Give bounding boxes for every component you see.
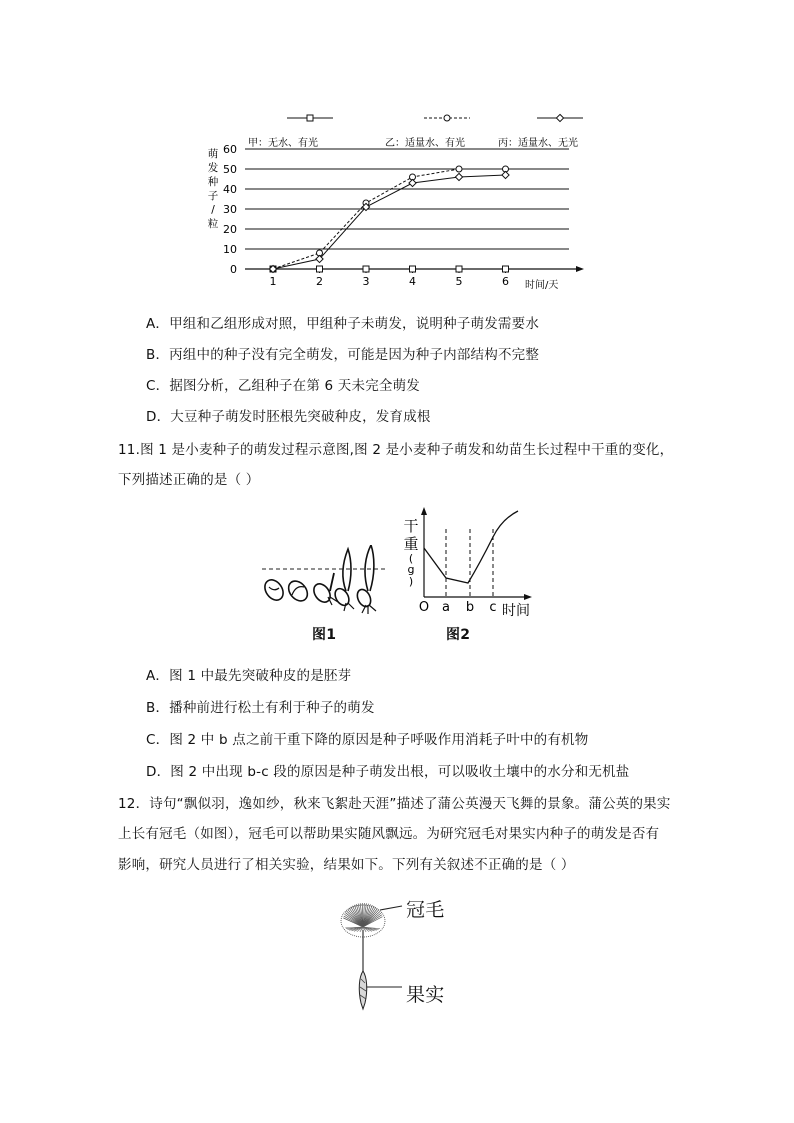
y-tick-label: 10 (223, 243, 237, 256)
y-tick-label: 50 (223, 163, 237, 176)
x-tick-label: 3 (362, 275, 370, 288)
x-tick-label: 5 (455, 275, 463, 288)
y-label-char: 粒 (207, 218, 219, 230)
germination-line-chart (195, 105, 595, 290)
q10-option-a: A．甲组和乙组形成对照，甲组种子未萌发，说明种子萌发需要水 (146, 316, 540, 332)
label-pappus: 冠毛 (406, 899, 445, 921)
plot-area (223, 143, 584, 290)
q11-stem-line2: 下列描述正确的是（ ） (118, 472, 260, 488)
y-tick-label: 60 (223, 143, 237, 156)
q11-option-d: D．图 2 中出现 b-c 段的原因是种子萌发出根，可以吸收土壤中的水分和无机盐 (146, 764, 630, 780)
circle-marker (444, 115, 450, 121)
series-1 (270, 266, 509, 272)
legend-label: 乙：适量水、有光 (385, 138, 465, 149)
y-label-char: 子 (207, 190, 219, 202)
series-3 (269, 171, 509, 272)
fig2-y-label-char: 干 (403, 517, 419, 535)
q10-option-b: B．丙组中的种子没有完全萌发，可能是因为种子内部结构不完整 (146, 347, 540, 363)
y-axis-label (208, 147, 219, 230)
figure1-seed-germination (258, 545, 388, 615)
q11-option-c: C．图 2 中 b 点之前干重下降的原因是种子呼吸作用消耗子叶中的有机物 (146, 732, 589, 748)
y-label-char: / (211, 204, 215, 216)
fig2-y-label-char: ( (408, 552, 414, 565)
y-tick-label: 40 (223, 183, 237, 196)
figure1-caption: 图1 (312, 627, 337, 643)
legend-item-1 (248, 115, 333, 149)
x-tick-label: 4 (409, 275, 416, 288)
diamond-marker (455, 173, 462, 180)
y-tick-label: 0 (230, 263, 237, 276)
square-marker (456, 266, 462, 272)
y-label-char: 种 (207, 176, 219, 188)
x-axis-arrow (576, 266, 584, 272)
square-marker (363, 266, 369, 272)
square-marker (317, 266, 323, 272)
circle-marker (456, 166, 462, 172)
fig2-tick-c: c (489, 600, 497, 615)
diamond-marker (409, 179, 416, 186)
fig2-x-label: 时间 (502, 603, 530, 619)
q12-stem-line3: 影响，研究人员进行了相关实验，结果如下。下列有关叙述不正确的是（ ） (118, 857, 575, 873)
fig2-tick-o: O (418, 600, 430, 615)
q12-stem-line2: 上长有冠毛（如图），冠毛可以帮助果实随风飘远。为研究冠毛对果实内种子的萌发是否有 (118, 826, 660, 842)
y-label-char: 发 (207, 162, 219, 174)
x-tick-label: 6 (502, 275, 509, 288)
chart-legend (248, 114, 583, 149)
legend-label: 甲：无水、有光 (248, 138, 318, 149)
diamond-marker (502, 171, 509, 178)
legend-item-3 (498, 114, 583, 149)
fig2-y-label-char: ) (408, 575, 414, 588)
fig2-tick-b: b (465, 600, 475, 615)
fig2-y-label-char: g (407, 563, 415, 576)
square-marker (307, 115, 313, 121)
series-2 (270, 166, 509, 272)
label-fruit: 果实 (406, 984, 445, 1006)
y-tick-label: 20 (223, 223, 237, 236)
fig2-y-label-char: 重 (403, 535, 419, 553)
y-label-char: 萌 (207, 148, 219, 160)
legend-item-2 (385, 115, 470, 149)
square-marker (503, 266, 509, 272)
diamond-marker (556, 114, 563, 121)
series-line (273, 169, 506, 269)
figure2-dry-weight-chart (400, 505, 540, 620)
y-tick-label: 30 (223, 203, 237, 216)
x-axis-label: 时间/天 (525, 280, 559, 290)
square-marker (410, 266, 416, 272)
q11-option-a: A．图 1 中最先突破种皮的是胚芽 (146, 668, 352, 684)
x-tick-label: 2 (316, 275, 323, 288)
q11-option-b: B．播种前进行松土有利于种子的萌发 (146, 700, 375, 716)
q10-option-d: D．大豆种子萌发时胚根先突破种皮，发育成根 (146, 409, 431, 425)
fig2-tick-a: a (442, 600, 450, 615)
q12-stem-line1: 12．诗句“飘似羽，逸如纱，秋来飞絮赴天涯”描述了蒲公英漫天飞舞的景象。蒲公英的果实 (118, 796, 671, 812)
x-tick-label: 1 (269, 275, 277, 288)
figure2-caption: 图2 (446, 627, 471, 643)
q11-stem-line1: 11.图 1 是小麦种子的萌发过程示意图,图 2 是小麦种子萌发和幼苗生长过程中干重的变化， (118, 442, 674, 458)
legend-label: 丙：适量水、无光 (498, 138, 578, 149)
q10-option-c: C．据图分析，乙组种子在第 6 天未完全萌发 (146, 378, 420, 394)
